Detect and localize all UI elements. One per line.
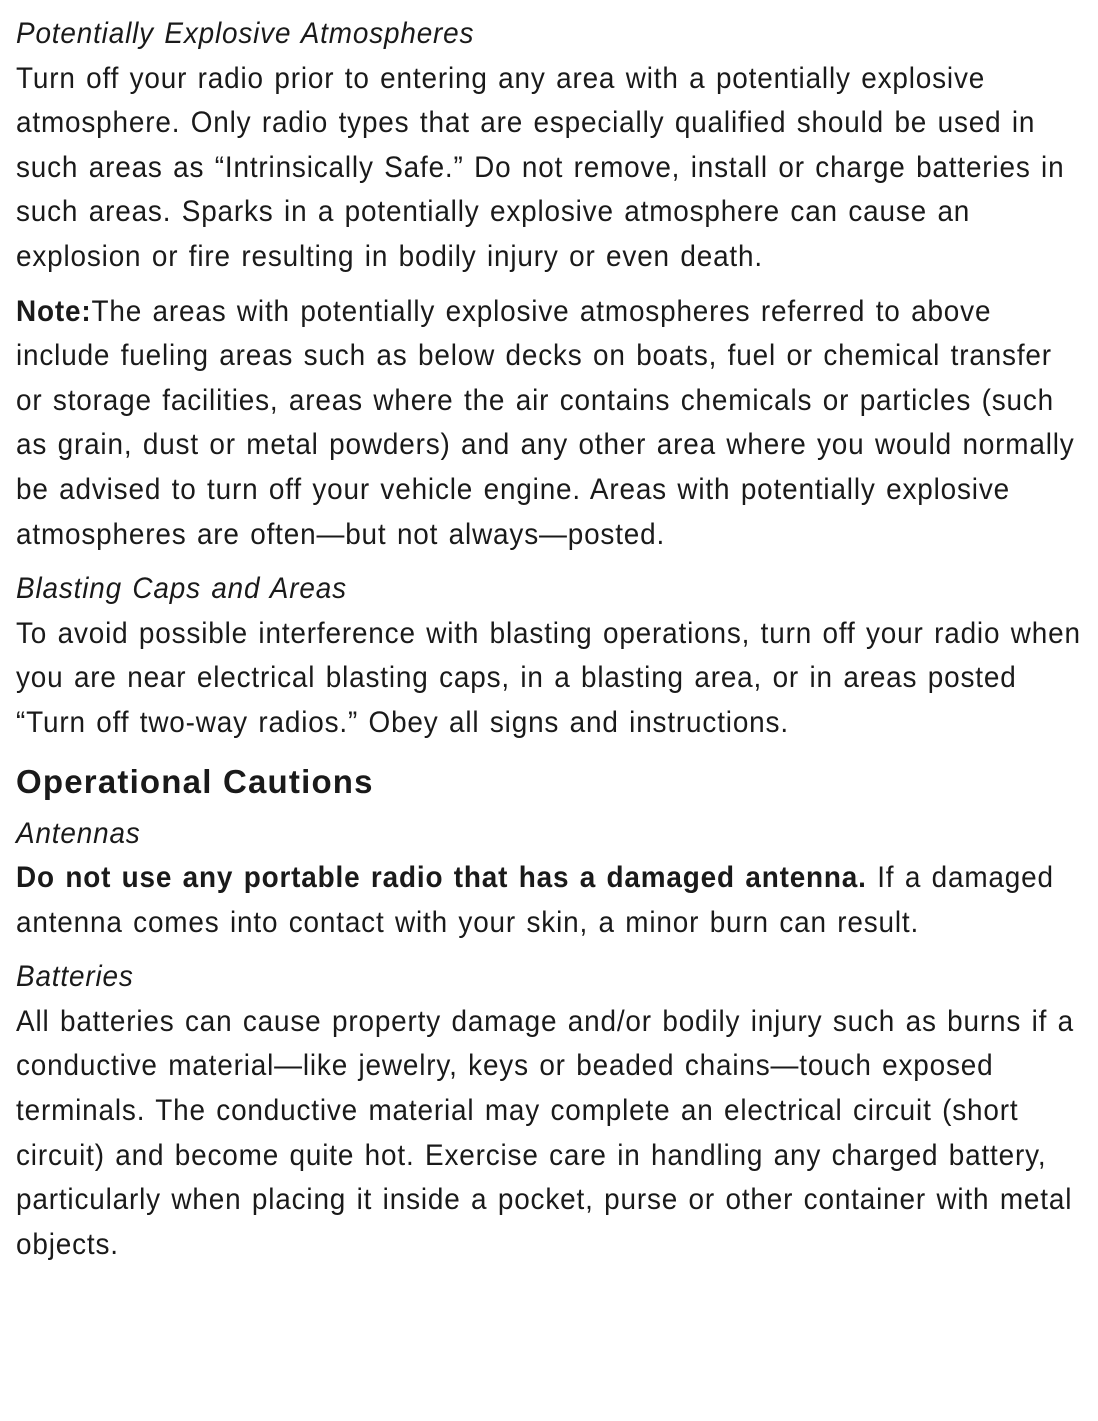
batteries-body: All batteries can cause property damage and/or bodily injury such as burns if a conductive material—like jewelry, keys or beaded chains—touch exposed terminals. The conductive material may complete an electrical circuit (short circuit) and become quite hot. Exercise care in handling any charged battery, particularly when placing it inside a pocket, purse or other container with metal objects. [16,1004,1075,1261]
antennas-paragraph [16,856,1086,945]
note-paragraph [16,290,1086,558]
blasting-caps-body: To avoid possible interference with blasting operations, turn off your radio when you are near electrical blasting caps, in a blasting area, or in areas posted “Turn off two-way radios.” Obey all signs and instructions. [16,616,1081,739]
note-label: Note: [16,294,92,328]
batteries-heading: Batteries [16,960,134,994]
explosive-atmospheres-body: Turn off your radio prior to entering any area with a potentially explosive atmosphere. Only radio types that are especially qualified should be used in such areas as “Intrinsically Safe.” Do not remove, install or charge batteries in such areas. Sparks in a potentially explosive atmosphere can cause an explosion or fire resulting in bodily injury or even death. [16,61,1065,273]
antennas-warning: Do not use any portable radio that has a damaged antenna. [16,861,867,895]
note-body: The areas with potentially explosive atmospheres referred to above include fueling areas such as below decks on boats, fuel or chemical transfer or storage facilities, areas where the air contains chemicals or particles (such as grain, dust or metal powders) and any other area where you would normally be advised to turn off your vehicle engine. Areas with potentially explosive atmospheres are often—but not always—posted. [16,294,1075,551]
explosive-atmospheres-heading: Potentially Explosive Atmospheres [16,17,475,50]
blasting-caps-heading: Blasting Caps and Areas [16,572,347,606]
antennas-heading: Antennas [16,816,141,850]
antennas-body: If a damaged antenna comes into contact with your skin, a minor burn can result. [16,861,1054,939]
operational-cautions-heading: Operational Cautions [16,762,374,800]
document-page [16,12,1088,1267]
